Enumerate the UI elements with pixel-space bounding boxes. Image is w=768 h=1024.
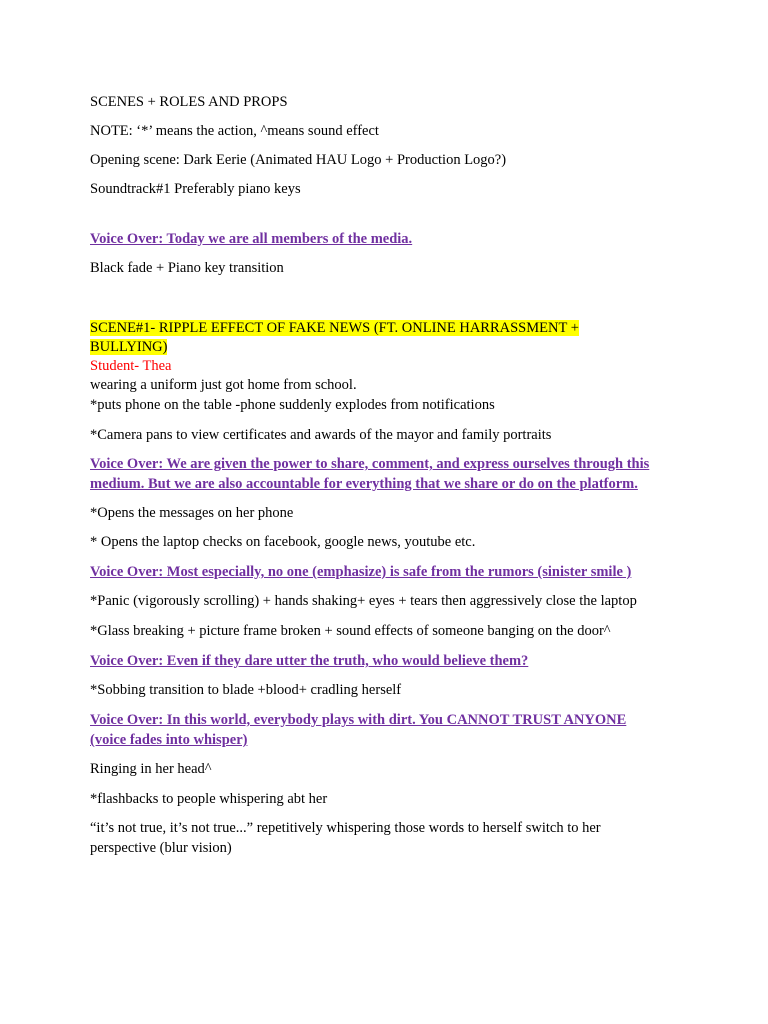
action-line: *Panic (vigorously scrolling) + hands shaking+ eyes + tears then aggressively close the laptop (90, 593, 637, 609)
action-line: *Glass breaking + picture frame broken + sound effects of someone banging on the door^ (90, 623, 611, 639)
voice-over-text: medium. But we are also accountable for everything that we share or do on the platform. (90, 476, 638, 492)
voice-over-3 (90, 563, 631, 582)
action-line: *flashbacks to people whispering abt her (90, 791, 328, 807)
action-line: *Sobbing transition to blade +blood+ cradling herself (90, 682, 402, 698)
voice-over-5-line-1 (90, 711, 626, 730)
document-title: SCENES + ROLES AND PROPS (90, 94, 288, 110)
student-role: Student- Thea (90, 358, 172, 374)
action-line: Ringing in her head^ (90, 761, 212, 777)
opening-scene-line: Opening scene: Dark Eerie (Animated HAU Logo + Production Logo?) (90, 152, 507, 168)
voice-over-text: Voice Over: Today we are all members of the media. (90, 231, 413, 247)
note-line: NOTE: ‘*’ means the action, ^means sound effect (90, 123, 379, 139)
voice-over-text: Voice Over: In this world, everybody plays with dirt. You CANNOT TRUST ANYONE (90, 712, 627, 728)
action-line: *Camera pans to view certificates and awards of the mayor and family portraits (90, 427, 552, 443)
voice-over-5-line-2 (90, 731, 247, 750)
action-line: *puts phone on the table -phone suddenly explodes from notifications (90, 397, 495, 413)
action-line: perspective (blur vision) (90, 840, 232, 856)
action-line: wearing a uniform just got home from school. (90, 377, 357, 393)
scene-heading-text: BULLYING) (90, 339, 168, 355)
voice-over-2-line-2 (90, 475, 638, 494)
action-line: “it’s not true, it’s not true...” repetitively whispering those words to herself switch to her (90, 820, 601, 836)
voice-over-text: Voice Over: We are given the power to share, comment, and express ourselves through this (90, 456, 650, 472)
voice-over-text: Voice Over: Most especially, no one (emphasize) is safe from the rumors (sinister smile ) (90, 564, 632, 580)
voice-over-1 (90, 230, 412, 249)
voice-over-2-line-1 (90, 455, 649, 474)
scene-heading-line-1 (90, 319, 579, 338)
scene-heading-line-2 (90, 338, 167, 357)
soundtrack-line: Soundtrack#1 Preferably piano keys (90, 181, 301, 197)
voice-over-text: (voice fades into whisper) (90, 732, 248, 748)
voice-over-4 (90, 652, 528, 671)
transition-line: Black fade + Piano key transition (90, 260, 284, 276)
voice-over-text: Voice Over: Even if they dare utter the truth, who would believe them? (90, 653, 529, 669)
action-line: *Opens the messages on her phone (90, 505, 294, 521)
scene-heading-text: SCENE#1- RIPPLE EFFECT OF FAKE NEWS (FT. ONLINE HARRASSMENT + (90, 320, 579, 336)
action-line: * Opens the laptop checks on facebook, google news, youtube etc. (90, 534, 476, 550)
